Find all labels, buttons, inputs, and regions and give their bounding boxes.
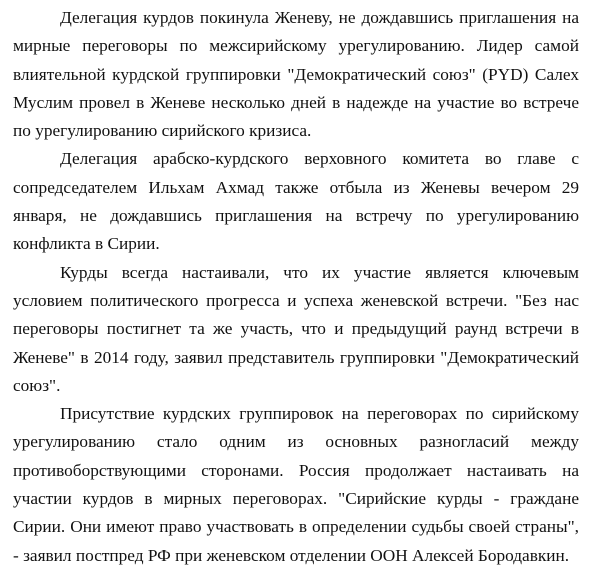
paragraph-kurdish-delegation-left: Делегация курдов покинула Женеву, не дождавшись приглашения на мирные переговоры по межсирийскому урегулированию. Лидер самой влиятельной курдской группировки "Демократический союз" (PYD) Салех Муслим провел в Женеве несколько дней в надежде на участие во встрече по урегулированию сирийского кризиса.: [13, 8, 579, 141]
paragraph-arab-kurdish-committee: Делегация арабско-курдского верховного комитета во главе с сопредседателем Ильхам Ахмад также отбыла из Женевы вечером 29 января, не дождавшись приглашения на встречу по урегулированию конфликта в Сирии.: [13, 149, 579, 254]
document-body: [13, 4, 579, 570]
paragraph-kurds-insisted: Курды всегда настаивали, что их участие является ключевым условием политического прогресса и успеха женевской встречи. "Без нас переговоры постигнет та же участь, что и предыдущий раунд встречи в Женеве" в 2014 году, заявил представитель группировки "Демократический союз".: [13, 262, 579, 395]
paragraph-russia-position: Присутствие курдских группировок на переговорах по сирийскому урегулированию стало одним из основных разногласий между противоборствующими сторонами. Россия продолжает настаивать на участии курдов в мирных переговорах. "Сирийские курды - граждане Сирии. Они имеют право участвовать в определении судьбы своей страны", - заявил постпред РФ при женевском отделении ООН Алексей Бородавкин.: [13, 404, 579, 565]
